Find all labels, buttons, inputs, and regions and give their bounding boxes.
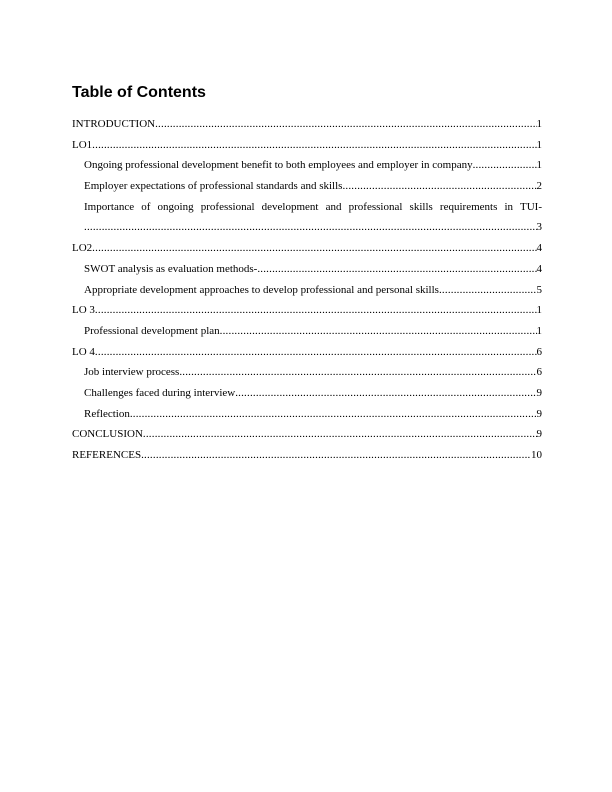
toc-page-number: 2 bbox=[536, 180, 542, 193]
dot-leader bbox=[95, 342, 537, 363]
toc-entry-label: Employer expectations of professional standards and skills bbox=[84, 180, 343, 193]
dot-leader bbox=[141, 445, 531, 466]
dot-leader bbox=[92, 135, 536, 156]
toc-entry-swot-analysis[interactable] bbox=[72, 259, 542, 280]
toc-entry-label: SWOT analysis as evaluation methods- bbox=[84, 262, 258, 275]
toc-entry-lo1[interactable] bbox=[72, 135, 542, 156]
toc-entry-reflection[interactable] bbox=[72, 404, 542, 425]
dot-leader bbox=[179, 362, 536, 383]
toc-entry-development-approaches[interactable] bbox=[72, 280, 542, 301]
dot-leader bbox=[439, 280, 537, 301]
toc-entry-label: LO 4 bbox=[72, 345, 95, 358]
toc-entry-label: INTRODUCTION bbox=[72, 118, 156, 130]
dot-leader bbox=[342, 176, 536, 197]
toc-entry-conclusion[interactable] bbox=[72, 424, 542, 445]
dot-leader bbox=[155, 114, 536, 135]
toc-page-number: 1 bbox=[536, 159, 542, 172]
toc-page-number: 1 bbox=[536, 304, 542, 317]
toc-entry-label: Ongoing professional development benefit to both employees and employer in company bbox=[84, 159, 473, 172]
toc-entry-label: LO 3 bbox=[72, 304, 95, 317]
dot-leader bbox=[220, 321, 537, 342]
toc-title: Table of Contents bbox=[72, 84, 206, 101]
dot-leader bbox=[130, 404, 537, 425]
toc-entry-challenges-interview[interactable] bbox=[72, 383, 542, 404]
toc-page-number: 9 bbox=[536, 428, 542, 441]
toc-page-number: 9 bbox=[536, 407, 542, 420]
toc-page-number: 1 bbox=[536, 138, 542, 151]
toc-entry-introduction[interactable] bbox=[72, 114, 542, 135]
toc-entry-professional-development-plan[interactable] bbox=[72, 321, 542, 342]
toc-page-number: 1 bbox=[536, 324, 542, 337]
toc-page-number: 4 bbox=[536, 242, 542, 255]
toc-entry-importance-continuation[interactable] bbox=[72, 217, 542, 238]
toc-entry-ongoing-professional-development[interactable] bbox=[72, 155, 542, 176]
dot-leader bbox=[84, 217, 537, 238]
toc-entry-lo4[interactable] bbox=[72, 342, 542, 363]
toc-page-number: 1 bbox=[536, 118, 542, 130]
toc-entry-employer-expectations[interactable] bbox=[72, 176, 542, 197]
toc-page-number: 6 bbox=[536, 345, 542, 358]
toc-entry-job-interview-process[interactable] bbox=[72, 362, 542, 383]
toc-page-number: 4 bbox=[536, 262, 542, 275]
toc-entry-label: Challenges faced during interview bbox=[84, 386, 236, 399]
toc-page-number: 6 bbox=[536, 366, 542, 379]
toc-entry-lo3[interactable] bbox=[72, 300, 542, 321]
dot-leader bbox=[473, 155, 537, 176]
toc-entry-importance-ongoing-development[interactable] bbox=[72, 197, 542, 218]
dot-leader bbox=[143, 424, 537, 445]
table-of-contents bbox=[72, 114, 542, 466]
toc-page-number: 9 bbox=[536, 386, 542, 399]
toc-page-number: 10 bbox=[531, 449, 542, 461]
dot-leader bbox=[235, 383, 536, 404]
toc-entry-label: CONCLUSION bbox=[72, 428, 143, 441]
toc-entry-label: LO2 bbox=[72, 242, 93, 255]
toc-entry-label: Reflection bbox=[84, 407, 130, 420]
dot-leader bbox=[257, 259, 536, 280]
toc-entry-label: Job interview process bbox=[84, 366, 180, 379]
toc-entry-label: REFERENCES bbox=[72, 449, 142, 461]
toc-entry-lo2[interactable] bbox=[72, 238, 542, 259]
toc-entry-references[interactable] bbox=[72, 445, 542, 466]
toc-entry-label: Appropriate development approaches to develop professional and personal skills bbox=[84, 283, 439, 296]
toc-entry-label: Professional development plan bbox=[84, 324, 220, 337]
toc-page-number: 5 bbox=[536, 283, 542, 296]
dot-leader bbox=[92, 238, 536, 259]
toc-entry-label: Importance of ongoing professional development and professional skills requirements in TUI- bbox=[84, 200, 542, 213]
toc-page-number: 3 bbox=[536, 221, 542, 234]
dot-leader bbox=[95, 300, 537, 321]
toc-entry-label: LO1 bbox=[72, 138, 93, 151]
